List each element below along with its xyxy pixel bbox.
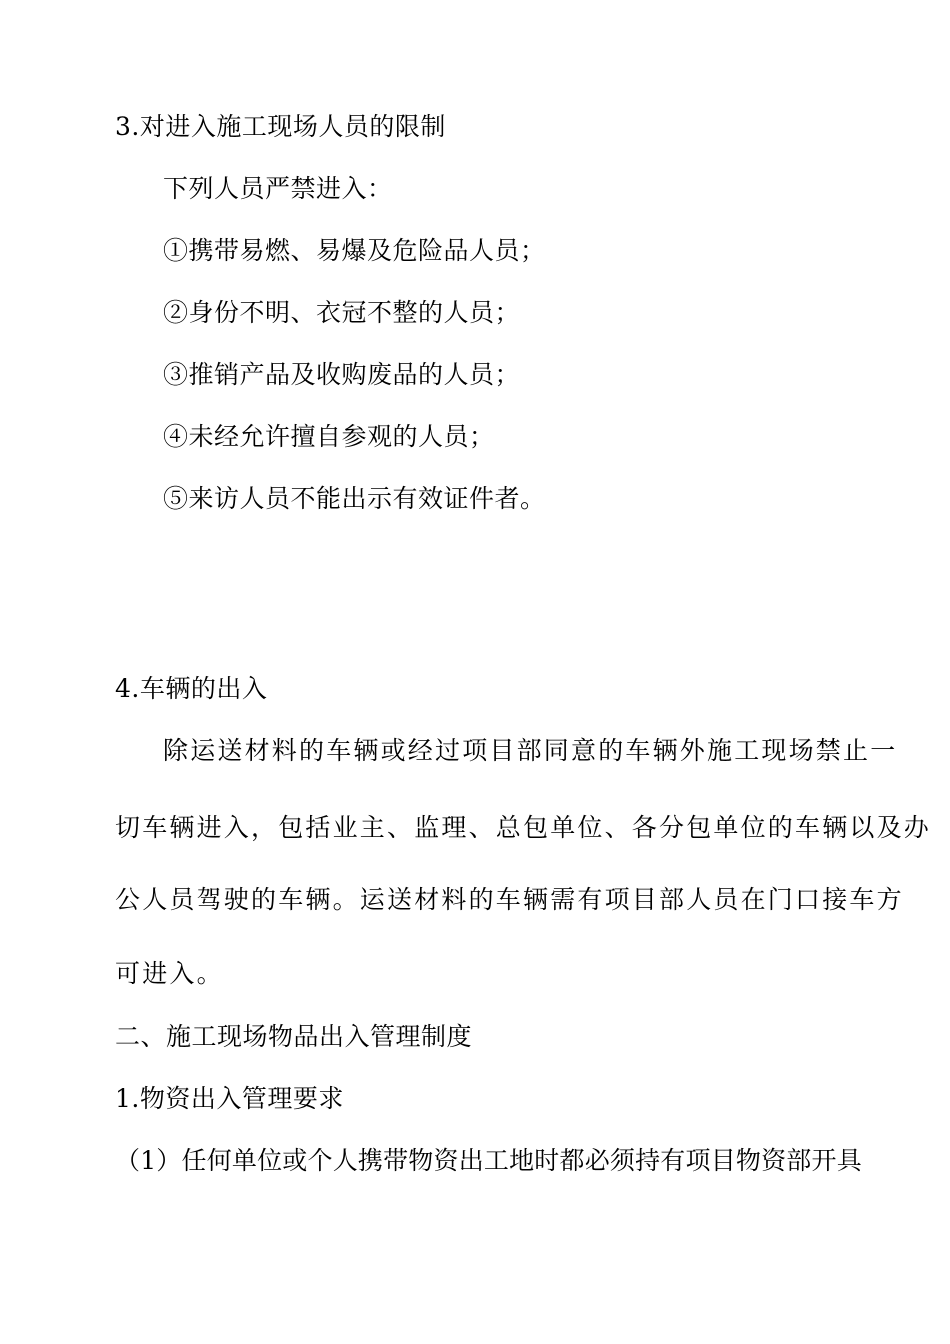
restriction-item-5: ⑤来访人员不能出示有效证件者。 <box>163 484 546 513</box>
restriction-item-2: ②身份不明、衣冠不整的人员； <box>163 298 521 327</box>
vehicle-paragraph-line-1: 除运送材料的车辆或经过项目部同意的车辆外施工现场禁止一 <box>163 736 898 765</box>
vehicle-paragraph-line-3: 公人员驾驶的车辆。运送材料的车辆需有项目部人员在门口接车方 <box>115 885 904 914</box>
restriction-item-4: ④未经允许擅自参观的人员； <box>163 422 495 451</box>
section-3-heading: 3.对进入施工现场人员的限制 <box>115 112 446 141</box>
restriction-item-1: ①携带易燃、易爆及危险品人员； <box>163 236 546 265</box>
section-two-subheading: 1.物资出入管理要求 <box>115 1084 344 1113</box>
vehicle-paragraph-line-2: 切车辆进入，包括业主、监理、总包单位、各分包单位的车辆以及办 <box>115 813 932 842</box>
restriction-item-3: ③推销产品及收购废品的人员； <box>163 360 521 389</box>
section-4-heading: 4.车辆的出入 <box>115 674 268 703</box>
section-two-heading: 二、施工现场物品出入管理制度 <box>115 1022 473 1051</box>
section-two-item-1: （1）任何单位或个人携带物资出工地时都必须持有项目物资部开具 <box>115 1146 862 1175</box>
vehicle-paragraph-line-4: 可进入。 <box>115 959 224 988</box>
section-3-intro: 下列人员严禁进入： <box>163 174 393 203</box>
